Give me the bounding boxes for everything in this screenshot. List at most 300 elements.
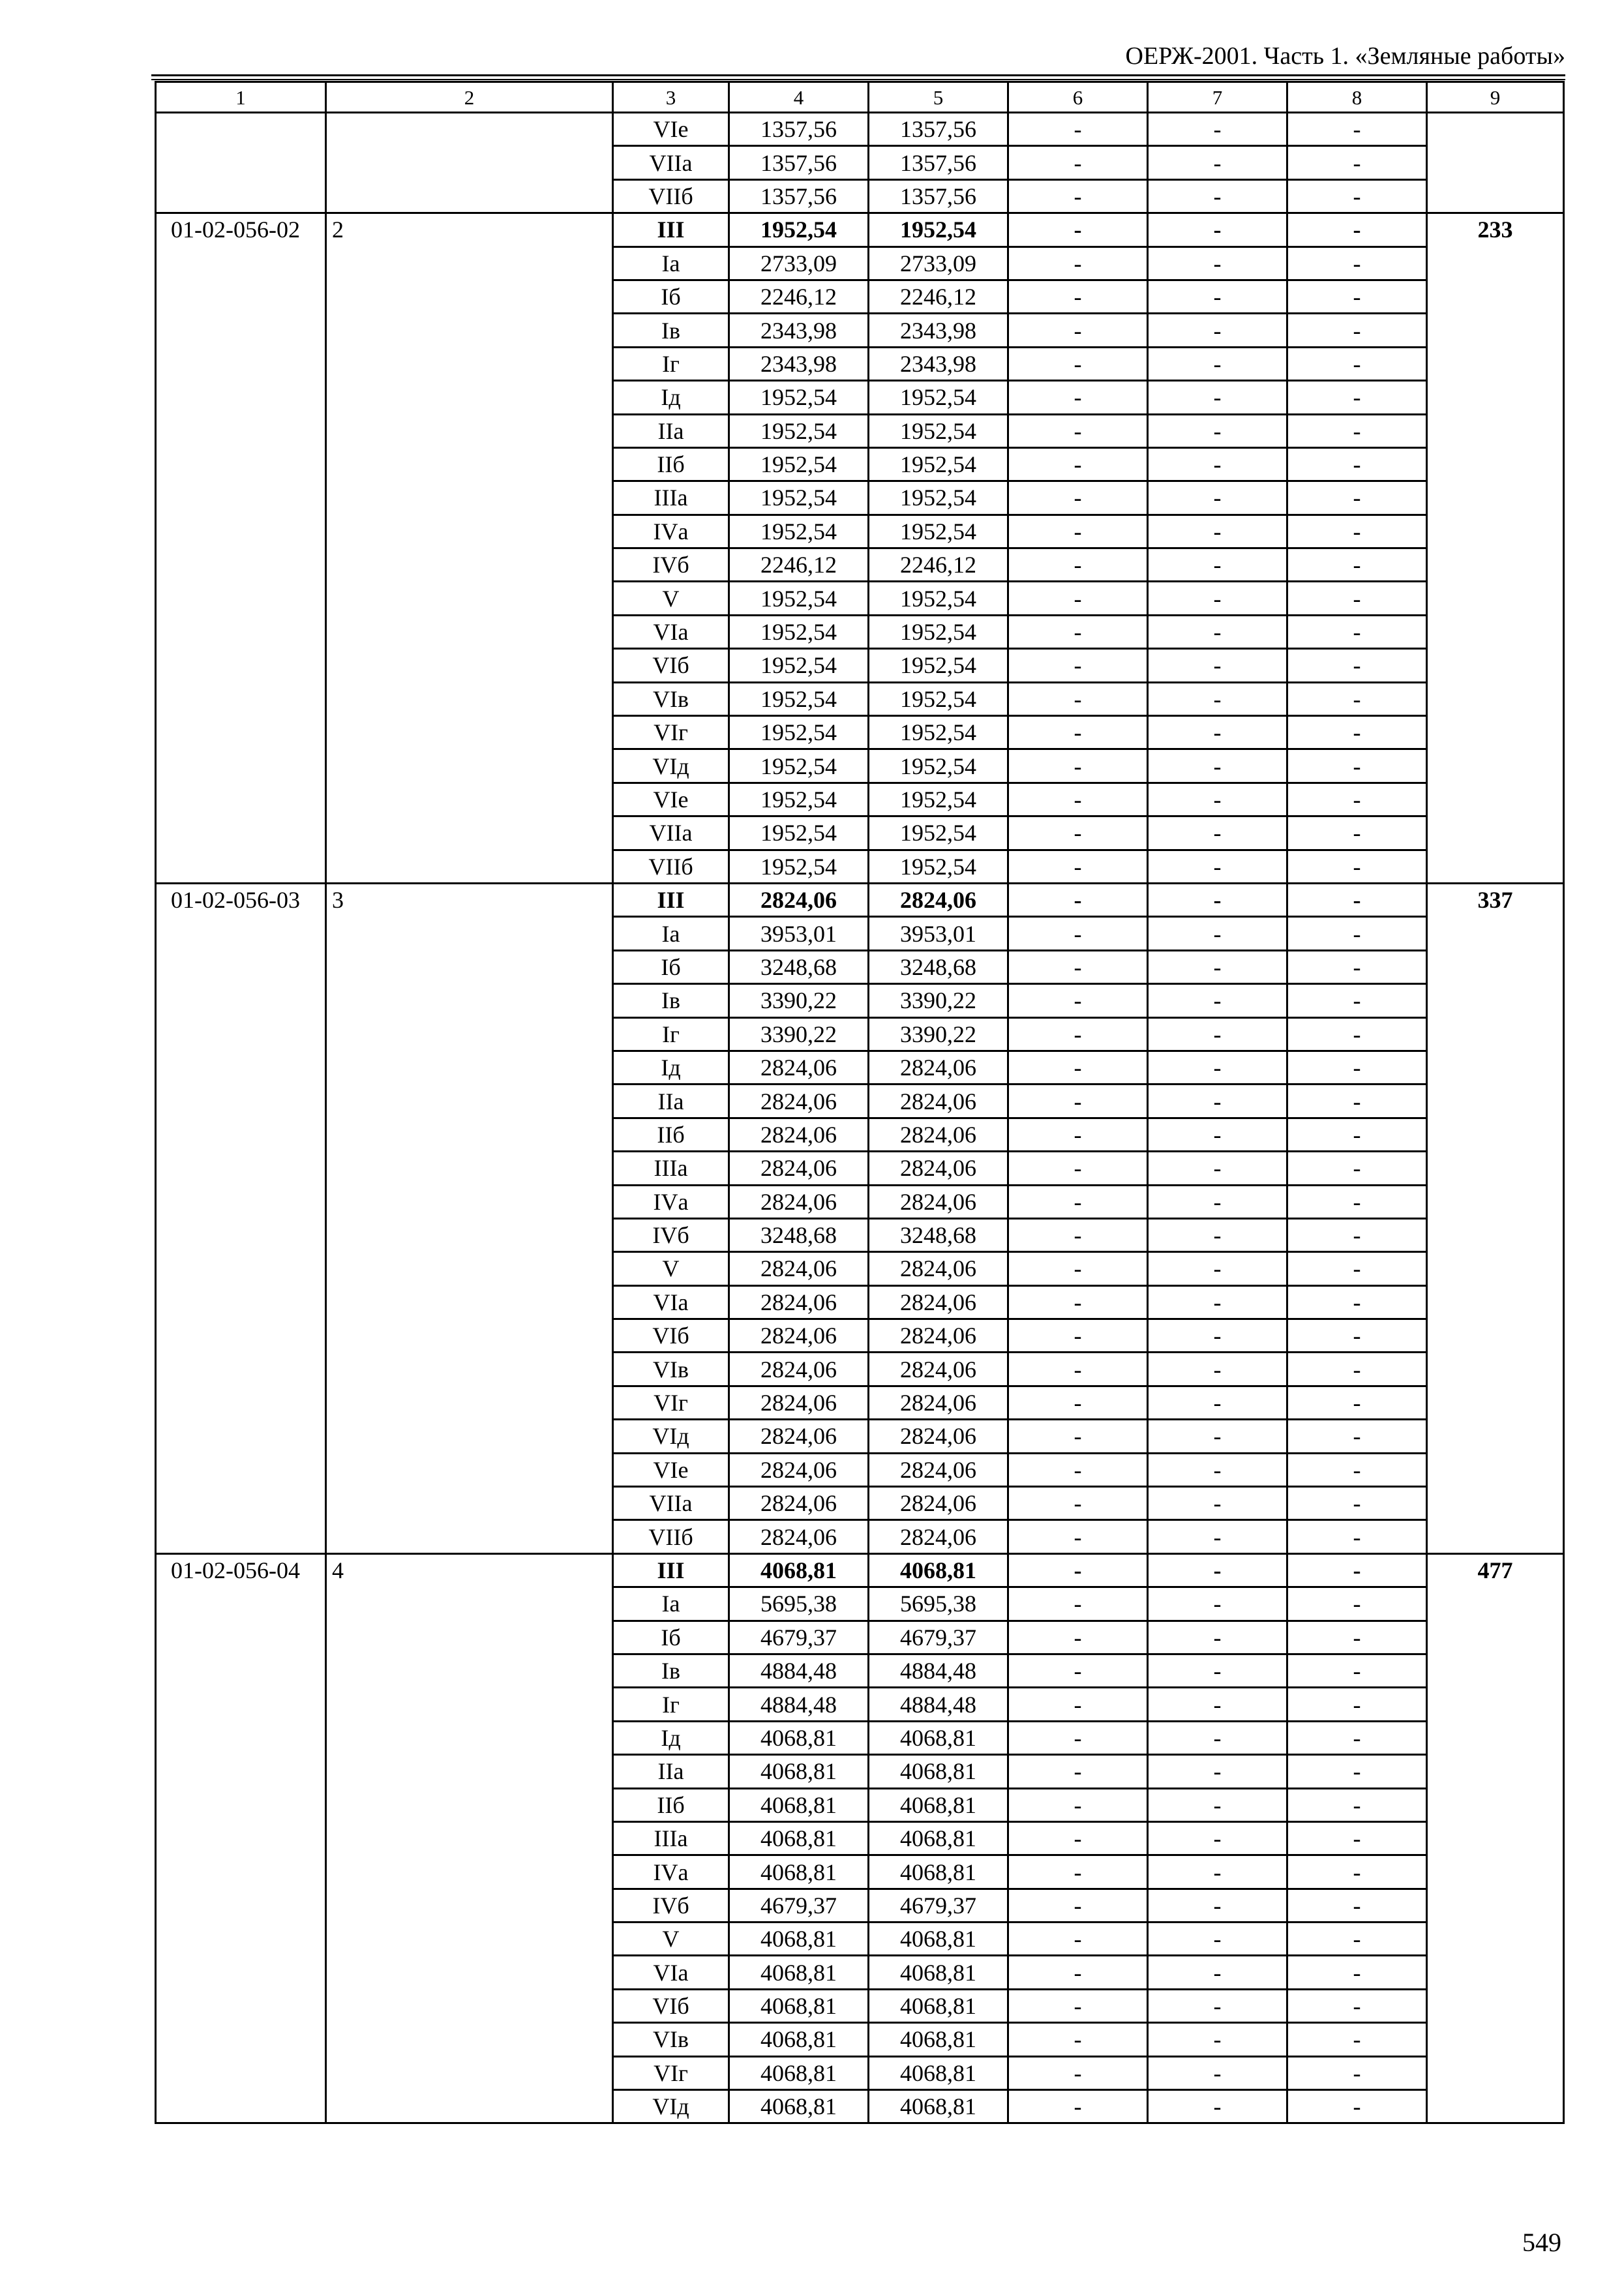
labor-cost-cell: 3390,22 — [869, 1017, 1008, 1051]
machine-cost-cell: - — [1008, 582, 1148, 615]
total-cost-cell: 2824,06 — [729, 1051, 869, 1084]
total-cost-cell: 2824,06 — [729, 1085, 869, 1118]
materials-cost-cell: - — [1287, 816, 1427, 850]
soil-group-cell: IIа — [613, 1755, 729, 1788]
machine-cost-cell: - — [1008, 1085, 1148, 1118]
soil-group-cell: IVб — [613, 1218, 729, 1251]
materials-cost-cell: - — [1287, 649, 1427, 682]
labor-cost-cell: 1952,54 — [869, 582, 1008, 615]
soil-group-cell: VIг — [613, 1386, 729, 1419]
total-cost-cell: 1952,54 — [729, 649, 869, 682]
machinist-wage-cell: - — [1148, 984, 1287, 1017]
materials-cost-cell: - — [1287, 1989, 1427, 2022]
total-cost-cell: 2824,06 — [729, 1185, 869, 1218]
machinist-wage-cell: - — [1148, 1855, 1287, 1889]
machinist-wage-cell: - — [1148, 515, 1287, 548]
labor-cost-cell: 1952,54 — [869, 649, 1008, 682]
machine-cost-cell: - — [1008, 1520, 1148, 1553]
materials-cost-cell: - — [1287, 548, 1427, 582]
materials-cost-cell: - — [1287, 1654, 1427, 1687]
column-number-5: 5 — [869, 82, 1008, 113]
machinist-wage-cell: - — [1148, 783, 1287, 816]
machinist-wage-cell: - — [1148, 816, 1287, 850]
materials-cost-cell: - — [1287, 515, 1427, 548]
rate-code-cell: 01-02-056-03 — [156, 883, 326, 1553]
machine-cost-cell: - — [1008, 1956, 1148, 1989]
total-cost-cell: 4068,81 — [729, 2056, 869, 2089]
total-cost-cell: 1952,54 — [729, 381, 869, 414]
machine-cost-cell: - — [1008, 1821, 1148, 1855]
rate-name-cell — [326, 113, 613, 213]
total-cost-cell: 1357,56 — [729, 113, 869, 146]
machine-cost-cell: - — [1008, 1487, 1148, 1520]
machinist-wage-cell: - — [1148, 1085, 1287, 1118]
labor-cost-cell: 2824,06 — [869, 1453, 1008, 1486]
total-cost-cell: 4068,81 — [729, 1956, 869, 1989]
machine-cost-cell: - — [1008, 1654, 1148, 1687]
machinist-wage-cell: - — [1148, 1520, 1287, 1553]
soil-group-cell: VIIа — [613, 146, 729, 179]
labor-cost-cell: 1952,54 — [869, 481, 1008, 515]
soil-group-cell: VIд — [613, 2090, 729, 2123]
labor-cost-cell: 4884,48 — [869, 1654, 1008, 1687]
soil-group-cell: IIа — [613, 1085, 729, 1118]
total-cost-cell: 1952,54 — [729, 414, 869, 447]
labor-cost-cell: 1952,54 — [869, 615, 1008, 648]
total-cost-cell: 5695,38 — [729, 1587, 869, 1621]
machine-cost-cell: - — [1008, 816, 1148, 850]
machinist-wage-cell: - — [1148, 1185, 1287, 1218]
labor-cost-cell: 3953,01 — [869, 917, 1008, 950]
machinist-wage-cell: - — [1148, 1487, 1287, 1520]
materials-cost-cell: - — [1287, 1218, 1427, 1251]
total-cost-cell: 4679,37 — [729, 1889, 869, 1922]
machine-cost-cell: - — [1008, 113, 1148, 146]
materials-cost-cell: - — [1287, 883, 1427, 916]
machinist-wage-cell: - — [1148, 1252, 1287, 1285]
rate-name-cell: 4 — [326, 1553, 613, 2123]
header-rule-thin — [151, 79, 1565, 80]
rate-code-cell: 01-02-056-04 — [156, 1553, 326, 2123]
machine-cost-cell: - — [1008, 1453, 1148, 1486]
total-cost-cell: 2343,98 — [729, 314, 869, 347]
page-number: 549 — [1522, 2228, 1561, 2257]
soil-group-cell: IVб — [613, 1889, 729, 1922]
materials-cost-cell: - — [1287, 1386, 1427, 1419]
materials-cost-cell: - — [1287, 749, 1427, 783]
machine-cost-cell: - — [1008, 883, 1148, 916]
labor-cost-cell: 1952,54 — [869, 783, 1008, 816]
machinist-wage-cell: - — [1148, 1587, 1287, 1621]
rate-name-cell: 3 — [326, 883, 613, 1553]
soil-group-cell: IIб — [613, 1788, 729, 1821]
labor-cost-cell: 2824,06 — [869, 1118, 1008, 1151]
materials-cost-cell: - — [1287, 447, 1427, 481]
machinist-wage-cell: - — [1148, 917, 1287, 950]
labor-cost-cell: 4679,37 — [869, 1889, 1008, 1922]
soil-group-cell: VIб — [613, 649, 729, 682]
labor-cost-cell: 2824,06 — [869, 1487, 1008, 1520]
materials-cost-cell: - — [1287, 1118, 1427, 1151]
machine-cost-cell: - — [1008, 548, 1148, 582]
materials-cost-cell: - — [1287, 1353, 1427, 1386]
soil-group-cell: Iв — [613, 1654, 729, 1687]
machine-cost-cell: - — [1008, 682, 1148, 715]
table-row — [156, 1553, 1564, 1587]
labor-cost-cell: 4068,81 — [869, 1855, 1008, 1889]
soil-group-cell: Iг — [613, 1688, 729, 1721]
machine-cost-cell: - — [1008, 2023, 1148, 2056]
column-number-3: 3 — [613, 82, 729, 113]
soil-group-cell: IIб — [613, 1118, 729, 1151]
soil-group-cell: VIв — [613, 2023, 729, 2056]
soil-group-cell: VIIа — [613, 816, 729, 850]
total-cost-cell: 2824,06 — [729, 1487, 869, 1520]
machine-cost-cell: - — [1008, 1386, 1148, 1419]
soil-group-cell: III — [613, 1553, 729, 1587]
machine-cost-cell: - — [1008, 1922, 1148, 1956]
page-header: ОЕРЖ-2001. Часть 1. «Земляные работы» — [1125, 42, 1565, 70]
machinist-wage-cell: - — [1148, 682, 1287, 715]
soil-group-cell: IIIа — [613, 1821, 729, 1855]
machinist-wage-cell: - — [1148, 1420, 1287, 1453]
machinist-wage-cell: - — [1148, 1285, 1287, 1319]
header-rule-thick — [151, 74, 1565, 76]
soil-group-cell: VIIб — [613, 179, 729, 213]
rates-table-body — [156, 82, 1564, 2123]
soil-group-cell: IVа — [613, 1855, 729, 1889]
rate-code-cell: 01-02-056-02 — [156, 213, 326, 884]
total-cost-cell: 4068,81 — [729, 1788, 869, 1821]
machinist-wage-cell: - — [1148, 447, 1287, 481]
total-cost-cell: 1952,54 — [729, 716, 869, 749]
machinist-wage-cell: - — [1148, 2090, 1287, 2123]
machinist-wage-cell: - — [1148, 347, 1287, 380]
materials-cost-cell: - — [1287, 179, 1427, 213]
labor-cost-cell: 4068,81 — [869, 1721, 1008, 1754]
soil-group-cell: III — [613, 213, 729, 247]
soil-group-cell: IVб — [613, 548, 729, 582]
machinist-wage-cell: - — [1148, 1453, 1287, 1486]
materials-cost-cell: - — [1287, 1889, 1427, 1922]
column-number-6: 6 — [1008, 82, 1148, 113]
machinist-wage-cell: - — [1148, 749, 1287, 783]
total-cost-cell: 4679,37 — [729, 1621, 869, 1654]
machine-cost-cell: - — [1008, 984, 1148, 1017]
total-cost-cell: 4884,48 — [729, 1654, 869, 1687]
machine-cost-cell: - — [1008, 950, 1148, 983]
total-cost-cell: 1952,54 — [729, 783, 869, 816]
total-cost-cell: 3390,22 — [729, 984, 869, 1017]
labor-cost-cell: 4068,81 — [869, 1922, 1008, 1956]
total-cost-cell: 2824,06 — [729, 1520, 869, 1553]
labor-cost-cell: 1952,54 — [869, 414, 1008, 447]
machine-cost-cell: - — [1008, 749, 1148, 783]
soil-group-cell: VIе — [613, 1453, 729, 1486]
rate-code-cell — [156, 113, 326, 213]
labor-cost-cell: 4068,81 — [869, 1956, 1008, 1989]
labor-hours-cell: 337 — [1427, 883, 1564, 1553]
materials-cost-cell: - — [1287, 347, 1427, 380]
total-cost-cell: 2824,06 — [729, 1152, 869, 1185]
materials-cost-cell: - — [1287, 682, 1427, 715]
soil-group-cell: VIг — [613, 716, 729, 749]
machinist-wage-cell: - — [1148, 314, 1287, 347]
machine-cost-cell: - — [1008, 146, 1148, 179]
machinist-wage-cell: - — [1148, 1353, 1287, 1386]
machine-cost-cell: - — [1008, 1553, 1148, 1587]
soil-group-cell: IVа — [613, 515, 729, 548]
materials-cost-cell: - — [1287, 1553, 1427, 1587]
total-cost-cell: 1952,54 — [729, 615, 869, 648]
column-number-row — [156, 82, 1564, 113]
total-cost-cell: 2824,06 — [729, 1319, 869, 1353]
total-cost-cell: 1952,54 — [729, 213, 869, 247]
machinist-wage-cell: - — [1148, 2056, 1287, 2089]
total-cost-cell: 4068,81 — [729, 2090, 869, 2123]
materials-cost-cell: - — [1287, 314, 1427, 347]
materials-cost-cell: - — [1287, 1185, 1427, 1218]
soil-group-cell: V — [613, 582, 729, 615]
machine-cost-cell: - — [1008, 716, 1148, 749]
materials-cost-cell: - — [1287, 1587, 1427, 1621]
total-cost-cell: 1952,54 — [729, 682, 869, 715]
machinist-wage-cell: - — [1148, 883, 1287, 916]
column-number-2: 2 — [326, 82, 613, 113]
machinist-wage-cell: - — [1148, 950, 1287, 983]
labor-cost-cell: 1357,56 — [869, 146, 1008, 179]
soil-group-cell: Iв — [613, 984, 729, 1017]
total-cost-cell: 2824,06 — [729, 1353, 869, 1386]
soil-group-cell: Iд — [613, 1721, 729, 1754]
materials-cost-cell: - — [1287, 1956, 1427, 1989]
materials-cost-cell: - — [1287, 1252, 1427, 1285]
total-cost-cell: 2733,09 — [729, 247, 869, 280]
labor-cost-cell: 4068,81 — [869, 1821, 1008, 1855]
machine-cost-cell: - — [1008, 179, 1148, 213]
materials-cost-cell: - — [1287, 113, 1427, 146]
labor-cost-cell: 1952,54 — [869, 850, 1008, 883]
labor-cost-cell: 4068,81 — [869, 2056, 1008, 2089]
machine-cost-cell: - — [1008, 1252, 1148, 1285]
labor-cost-cell: 4068,81 — [869, 1755, 1008, 1788]
soil-group-cell: VIIб — [613, 850, 729, 883]
labor-hours-cell: 477 — [1427, 1553, 1564, 2123]
materials-cost-cell: - — [1287, 1085, 1427, 1118]
labor-cost-cell: 2824,06 — [869, 1085, 1008, 1118]
materials-cost-cell: - — [1287, 582, 1427, 615]
labor-cost-cell: 1952,54 — [869, 515, 1008, 548]
rate-name-cell: 2 — [326, 213, 613, 884]
labor-hours-cell — [1427, 113, 1564, 213]
machinist-wage-cell: - — [1148, 1889, 1287, 1922]
materials-cost-cell: - — [1287, 917, 1427, 950]
labor-cost-cell: 1357,56 — [869, 179, 1008, 213]
materials-cost-cell: - — [1287, 1520, 1427, 1553]
machine-cost-cell: - — [1008, 1755, 1148, 1788]
total-cost-cell: 1357,56 — [729, 179, 869, 213]
materials-cost-cell: - — [1287, 1755, 1427, 1788]
machine-cost-cell: - — [1008, 1889, 1148, 1922]
machinist-wage-cell: - — [1148, 2023, 1287, 2056]
total-cost-cell: 1952,54 — [729, 850, 869, 883]
soil-group-cell: V — [613, 1252, 729, 1285]
soil-group-cell: Iб — [613, 280, 729, 313]
machine-cost-cell: - — [1008, 1621, 1148, 1654]
total-cost-cell: 4068,81 — [729, 1855, 869, 1889]
labor-cost-cell: 1357,56 — [869, 113, 1008, 146]
materials-cost-cell: - — [1287, 146, 1427, 179]
machine-cost-cell: - — [1008, 1017, 1148, 1051]
machinist-wage-cell: - — [1148, 1319, 1287, 1353]
labor-cost-cell: 2824,06 — [869, 1520, 1008, 1553]
machine-cost-cell: - — [1008, 213, 1148, 247]
total-cost-cell: 4068,81 — [729, 1755, 869, 1788]
total-cost-cell: 2246,12 — [729, 280, 869, 313]
machine-cost-cell: - — [1008, 1587, 1148, 1621]
machine-cost-cell: - — [1008, 314, 1148, 347]
machinist-wage-cell: - — [1148, 481, 1287, 515]
labor-cost-cell: 2824,06 — [869, 1051, 1008, 1084]
machinist-wage-cell: - — [1148, 1821, 1287, 1855]
soil-group-cell: VIа — [613, 1956, 729, 1989]
machine-cost-cell: - — [1008, 447, 1148, 481]
machine-cost-cell: - — [1008, 1218, 1148, 1251]
machine-cost-cell: - — [1008, 1285, 1148, 1319]
materials-cost-cell: - — [1287, 1420, 1427, 1453]
machinist-wage-cell: - — [1148, 582, 1287, 615]
soil-group-cell: VIIа — [613, 1487, 729, 1520]
table-row — [156, 213, 1564, 247]
machinist-wage-cell: - — [1148, 615, 1287, 648]
materials-cost-cell: - — [1287, 1621, 1427, 1654]
total-cost-cell: 1952,54 — [729, 481, 869, 515]
machine-cost-cell: - — [1008, 1721, 1148, 1754]
total-cost-cell: 4068,81 — [729, 1553, 869, 1587]
machinist-wage-cell: - — [1148, 113, 1287, 146]
labor-cost-cell: 1952,54 — [869, 816, 1008, 850]
labor-cost-cell: 2824,06 — [869, 1185, 1008, 1218]
machinist-wage-cell: - — [1148, 548, 1287, 582]
materials-cost-cell: - — [1287, 2056, 1427, 2089]
soil-group-cell: VIв — [613, 1353, 729, 1386]
total-cost-cell: 2824,06 — [729, 1252, 869, 1285]
total-cost-cell: 2246,12 — [729, 548, 869, 582]
table-row — [156, 113, 1564, 146]
soil-group-cell: Iд — [613, 381, 729, 414]
labor-cost-cell: 2824,06 — [869, 1152, 1008, 1185]
machinist-wage-cell: - — [1148, 381, 1287, 414]
machinist-wage-cell: - — [1148, 1956, 1287, 1989]
total-cost-cell: 2824,06 — [729, 1285, 869, 1319]
total-cost-cell: 4884,48 — [729, 1688, 869, 1721]
labor-cost-cell: 4068,81 — [869, 1553, 1008, 1587]
labor-cost-cell: 2824,06 — [869, 1353, 1008, 1386]
materials-cost-cell: - — [1287, 213, 1427, 247]
machinist-wage-cell: - — [1148, 1218, 1287, 1251]
labor-hours-cell: 233 — [1427, 213, 1564, 884]
soil-group-cell: IIIа — [613, 1152, 729, 1185]
machinist-wage-cell: - — [1148, 1051, 1287, 1084]
column-number-7: 7 — [1148, 82, 1287, 113]
soil-group-cell: IVа — [613, 1185, 729, 1218]
rates-table — [155, 81, 1565, 2124]
labor-cost-cell: 2824,06 — [869, 1420, 1008, 1453]
materials-cost-cell: - — [1287, 783, 1427, 816]
labor-cost-cell: 4068,81 — [869, 2023, 1008, 2056]
machinist-wage-cell: - — [1148, 213, 1287, 247]
soil-group-cell: Iа — [613, 1587, 729, 1621]
materials-cost-cell: - — [1287, 1688, 1427, 1721]
materials-cost-cell: - — [1287, 381, 1427, 414]
materials-cost-cell: - — [1287, 1788, 1427, 1821]
materials-cost-cell: - — [1287, 414, 1427, 447]
machinist-wage-cell: - — [1148, 1989, 1287, 2022]
labor-cost-cell: 4068,81 — [869, 1788, 1008, 1821]
labor-cost-cell: 2824,06 — [869, 1386, 1008, 1419]
labor-cost-cell: 4068,81 — [869, 2090, 1008, 2123]
machinist-wage-cell: - — [1148, 247, 1287, 280]
total-cost-cell: 3248,68 — [729, 950, 869, 983]
machine-cost-cell: - — [1008, 1051, 1148, 1084]
materials-cost-cell: - — [1287, 1152, 1427, 1185]
soil-group-cell: Iг — [613, 1017, 729, 1051]
total-cost-cell: 1952,54 — [729, 582, 869, 615]
materials-cost-cell: - — [1287, 1855, 1427, 1889]
labor-cost-cell: 4679,37 — [869, 1621, 1008, 1654]
soil-group-cell: VIа — [613, 1285, 729, 1319]
materials-cost-cell: - — [1287, 950, 1427, 983]
materials-cost-cell: - — [1287, 716, 1427, 749]
soil-group-cell: Iг — [613, 347, 729, 380]
machinist-wage-cell: - — [1148, 1688, 1287, 1721]
machinist-wage-cell: - — [1148, 1922, 1287, 1956]
materials-cost-cell: - — [1287, 1017, 1427, 1051]
labor-cost-cell: 2246,12 — [869, 280, 1008, 313]
labor-cost-cell: 1952,54 — [869, 381, 1008, 414]
machine-cost-cell: - — [1008, 481, 1148, 515]
machine-cost-cell: - — [1008, 783, 1148, 816]
labor-cost-cell: 1952,54 — [869, 682, 1008, 715]
machinist-wage-cell: - — [1148, 850, 1287, 883]
labor-cost-cell: 3248,68 — [869, 1218, 1008, 1251]
machinist-wage-cell: - — [1148, 280, 1287, 313]
materials-cost-cell: - — [1287, 2023, 1427, 2056]
machine-cost-cell: - — [1008, 649, 1148, 682]
table-row — [156, 883, 1564, 916]
column-number-4: 4 — [729, 82, 869, 113]
total-cost-cell: 4068,81 — [729, 1821, 869, 1855]
machinist-wage-cell: - — [1148, 1654, 1287, 1687]
machinist-wage-cell: - — [1148, 179, 1287, 213]
machinist-wage-cell: - — [1148, 1755, 1287, 1788]
machine-cost-cell: - — [1008, 615, 1148, 648]
labor-cost-cell: 2343,98 — [869, 314, 1008, 347]
materials-cost-cell: - — [1287, 1487, 1427, 1520]
machine-cost-cell: - — [1008, 1855, 1148, 1889]
total-cost-cell: 2343,98 — [729, 347, 869, 380]
machinist-wage-cell: - — [1148, 1553, 1287, 1587]
machine-cost-cell: - — [1008, 2056, 1148, 2089]
total-cost-cell: 2824,06 — [729, 883, 869, 916]
total-cost-cell: 4068,81 — [729, 1721, 869, 1754]
machinist-wage-cell: - — [1148, 1621, 1287, 1654]
labor-cost-cell: 1952,54 — [869, 716, 1008, 749]
column-number-9: 9 — [1427, 82, 1564, 113]
total-cost-cell: 3390,22 — [729, 1017, 869, 1051]
machine-cost-cell: - — [1008, 1185, 1148, 1218]
labor-cost-cell: 4884,48 — [869, 1688, 1008, 1721]
